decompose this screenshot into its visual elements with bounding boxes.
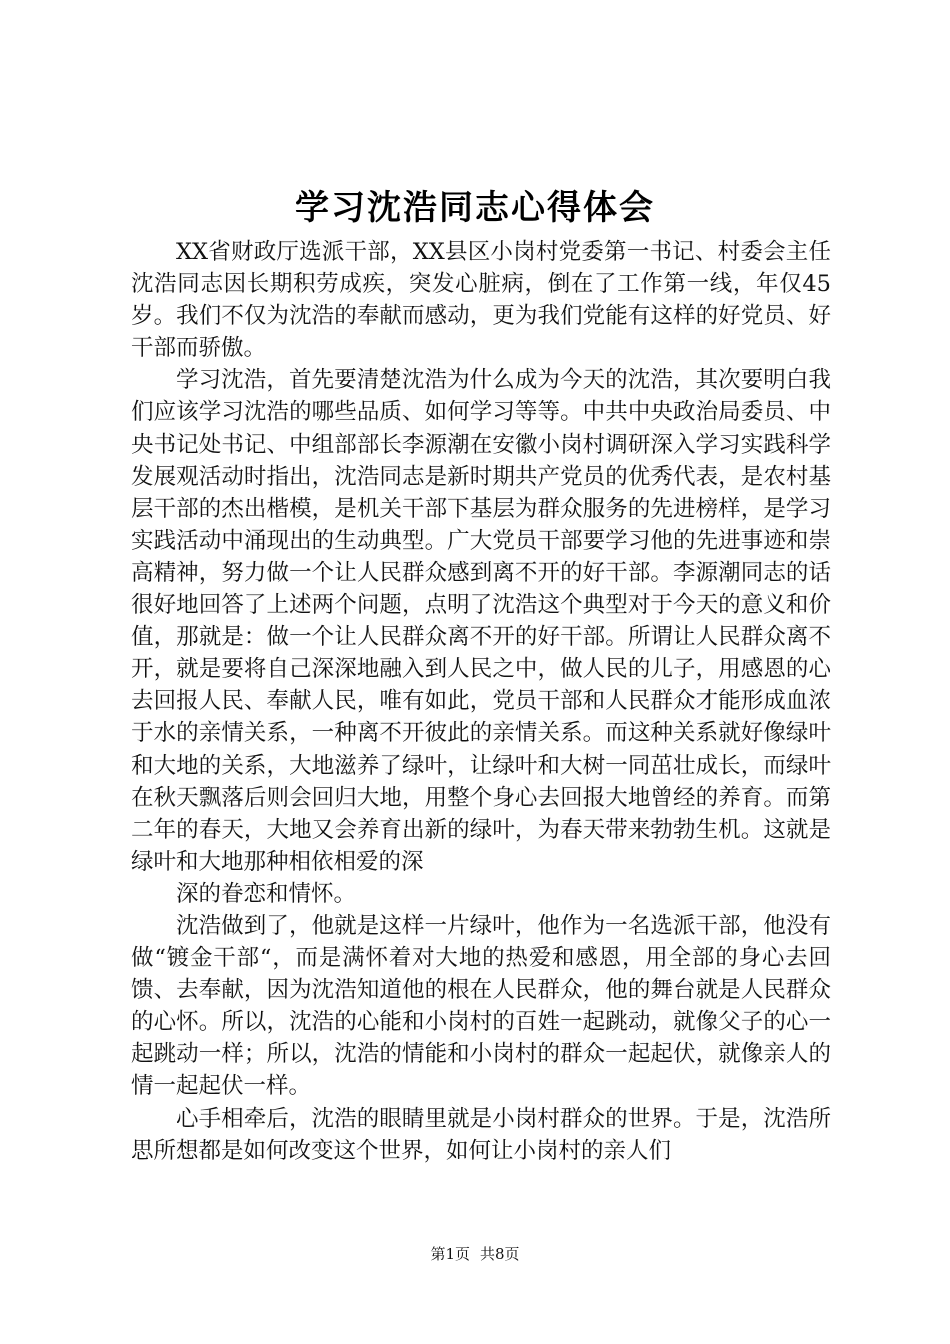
page-number: 第1页 [430, 1245, 470, 1263]
page-total: 共8页 [480, 1245, 520, 1263]
paragraph-1: XX省财政厅选派干部，XX县区小岗村党委第一书记、村委会主任沈浩同志因长期积劳成疾，突发心脏病，倒在了工作第一线，年仅45岁。我们不仅为沈浩的奉献而感动，更为我们党能有这样的好党员、好干部而骄傲。 [131, 239, 831, 362]
paragraph-2: 学习沈浩，首先要清楚沈浩为什么成为今天的沈浩，其次要明白我们应该学习沈浩的哪些品质、如何学习等等。中共中央政治局委员、中央书记处书记、中组部部长李源潮在安徽小岗村调研深入学习实践科学发展观活动时指出，沈浩同志是新时期共产党员的优秀代表，是农村基层干部的杰出楷模，是机关干部下基层为群众服务的先进榜样，是学习实践活动中涌现出的生动典型。广大党员干部要学习他的先进事迹和崇高精神，努力做一个让人民群众感到离不开的好干部。李源潮同志的话很好地回答了上述两个问题，点明了沈浩这个典型对于今天的意义和价值，那就是：做一个让人民群众离不开的好干部。所谓让人民群众离不开，就是要将自己深深地融入到人民之中，做人民的儿子，用感恩的心去回报人民、奉献人民，唯有如此，党员干部和人民群众才能形成血浓于水的亲情关系，一种离不开彼此的亲情关系。而这种关系就好像绿叶和大地的关系，大地滋养了绿叶，让绿叶和大树一同茁壮成长，而绿叶在秋天飘落后则会回归大地，用整个身心去回报大地曾经的养育。而第二年的春天，大地又会养育出新的绿叶，为春天带来勃勃生机。这就是绿叶和大地那种相依相爱的深 [131, 367, 831, 875]
paragraph-5: 心手相牵后，沈浩的眼睛里就是小岗村群众的世界。于是，沈浩所思所想都是如何改变这个世界，如何让小岗村的亲人们 [131, 1105, 831, 1164]
page-footer [0, 1244, 950, 1264]
document-title: 学习沈浩同志心得体会 [295, 188, 655, 228]
paragraph-4: 沈浩做到了，他就是这样一片绿叶，他作为一名选派干部，他没有做“镀金干部“，而是满怀着对大地的热爱和感恩，用全部的身心去回馈、去奉献，因为沈浩知道他的根在人民群众，他的舞台就是人民群众的心怀。所以，沈浩的心能和小岗村的百姓一起跳动，就像父子的心一起跳动一样；所以，沈浩的情能和小岗村的群众一起起伏，就像亲人的情一起起伏一样。 [131, 912, 831, 1100]
document-body [131, 236, 831, 1167]
paragraph-3: 深的眷恋和情怀。 [176, 880, 357, 907]
